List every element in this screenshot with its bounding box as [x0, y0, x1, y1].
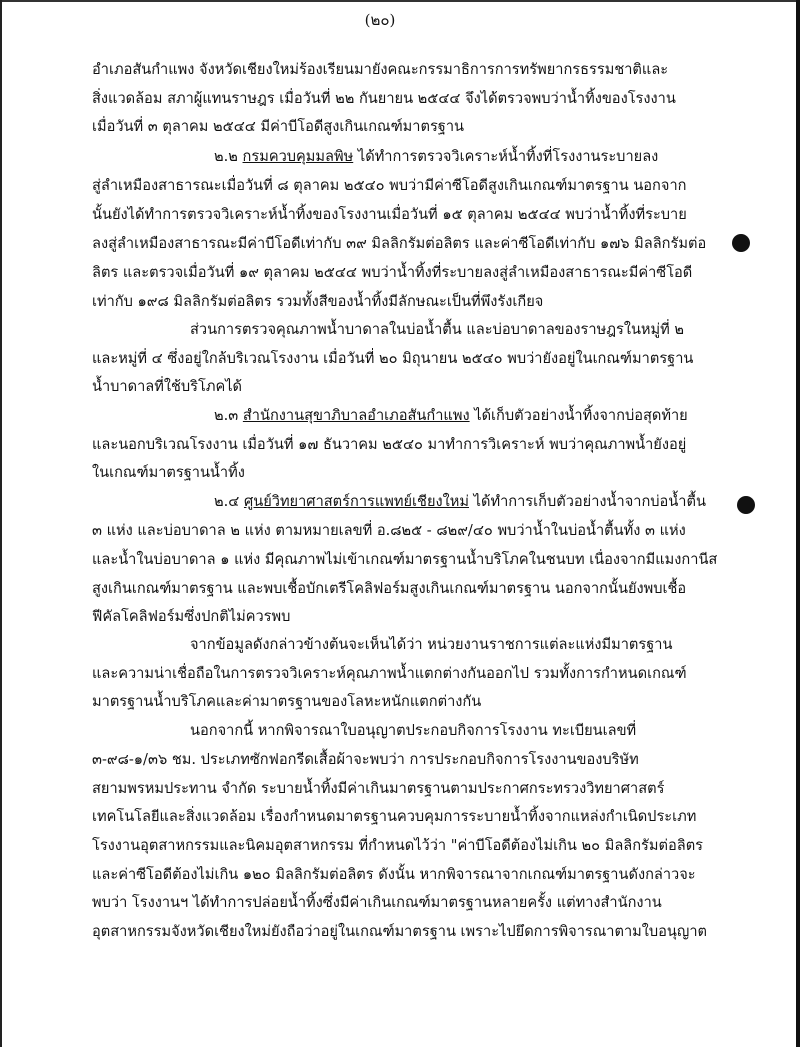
text-line	[190, 721, 636, 741]
text-line	[92, 176, 686, 196]
text-line	[190, 635, 672, 655]
line-text: ในเกณฑ์มาตรฐานน้ำทิ้ง	[92, 464, 245, 481]
text-line	[92, 922, 707, 942]
line-text: และค่าซีโอดีต้องไม่เกิน ๑๒๐ มิลลิกรัมต่อลิตร ดังนั้น หากพิจารณาจากเกณฑ์มาตรฐานดังกล่าวจะ	[92, 866, 696, 883]
line-text: เมื่อวันที่ ๓ ตุลาคม ๒๕๔๔ มีค่าบีโอดีสูงเกินเกณฑ์มาตรฐาน	[92, 118, 465, 135]
line-text: สู่ลำเหมืองสาธารณะเมื่อวันที่ ๘ ตุลาคม ๒๕๔๐ พบว่ามีค่าซีโอดีสูงเกินเกณฑ์มาตรฐาน นอกจาก	[92, 177, 687, 194]
text-line	[92, 692, 481, 712]
line-text: ได้เก็บตัวอย่างน้ำทิ้งจากบ่อสุดท้าย	[469, 407, 688, 424]
line-text: พบว่า โรงงานฯ ได้ทำการปล่อยน้ำทิ้งซึ่งมีค่าเกินเกณฑ์มาตรฐานหลายครั้ง แต่ทางสำนักงาน	[92, 894, 662, 911]
page-number: (๒๐)	[364, 11, 396, 29]
line-text: และหมู่ที่ ๔ ซึ่งอยู่ใกล้บริเวณโรงงาน เมื่อวันที่ ๒๐ มิถุนายน ๒๕๔๐ พบว่ายังอยู่ในเกณฑ์มาตรฐาน	[92, 350, 694, 367]
text-line	[214, 147, 658, 167]
line-text: ๓ แห่ง และบ่อบาดาล ๒ แห่ง ตามหมายเลขที่ อ.๘๒๕ - ๘๒๙/๔๐ พบว่าน้ำในบ่อน้ำตื้นทั้ง ๓ แห่ง	[92, 522, 686, 539]
line-text: มาตรฐานน้ำบริโภคและค่ามาตรฐานของโลหะหนักแตกต่างกัน	[92, 693, 482, 710]
scan-edge-top	[0, 0, 800, 2]
punch-hole-top	[732, 234, 750, 252]
text-line	[214, 492, 706, 512]
text-line	[92, 263, 692, 283]
text-line	[92, 579, 686, 599]
line-text: ได้ทำการเก็บตัวอย่างน้ำจากบ่อน้ำตื้น	[469, 493, 706, 510]
text-line	[92, 89, 676, 109]
line-text: และความน่าเชื่อถือในการตรวจวิเคราะห์คุณภาพน้ำแตกต่างกันออกไป รวมทั้งการกำหนดเกณฑ์	[92, 665, 687, 682]
line-text: ลิตร และตรวจเมื่อวันที่ ๑๙ ตุลาคม ๒๕๔๔ พบว่าน้ำทิ้งที่ระบายลงสู่ลำเหมืองสาธารณะมีค่าซีโอดี	[92, 264, 693, 281]
scan-edge-right	[796, 0, 800, 1047]
line-text: ลงสู่ลำเหมืองสาธารณะมีค่าบีโอดีเท่ากับ ๓๙ มิลลิกรัมต่อลิตร และค่าซีโอดีเท่ากับ ๑๗๖ มิลลิกรัมต่อ	[92, 235, 707, 252]
scan-edge-left	[0, 0, 2, 1047]
text-line	[92, 607, 290, 627]
line-text: อำเภอสันกำแพง จังหวัดเชียงใหม่ร้องเรียนมายังคณะกรรมาธิการการทรัพยากรธรรมชาติและ	[92, 61, 669, 78]
line-text: ๓-๙๘-๑/๓๖ ชม. ประเภทซักฟอกรีดเสื้อผ้าจะพบว่า การประกอบกิจการโรงงานของบริษัท	[92, 751, 639, 768]
text-line	[92, 60, 668, 80]
text-line	[214, 406, 688, 426]
line-text: ส่วนการตรวจคุณภาพน้ำบาดาลในบ่อน้ำตื้น และบ่อบาดาลของราษฎรในหมู่ที่ ๒	[190, 321, 685, 338]
line-text: และนอกบริเวณโรงงาน เมื่อวันที่ ๑๗ ธันวาคม ๒๕๔๐ มาทำการวิเคราะห์ พบว่าคุณภาพน้ำยังอยู่	[92, 436, 687, 453]
text-line	[92, 292, 543, 312]
line-text: อุตสาหกรรมจังหวัดเชียงใหม่ยังถือว่าอยู่ในเกณฑ์มาตรฐาน เพราะไปยึดการพิจารณาตามใบอนุญาต	[92, 923, 708, 940]
text-line	[92, 550, 718, 570]
line-text: สิ่งแวดล้อม สภาผู้แทนราษฎร เมื่อวันที่ ๒๒ กันยายน ๒๕๔๔ จึงได้ตรวจพบว่าน้ำทิ้งของโรงงาน	[92, 90, 676, 107]
text-line	[92, 117, 464, 137]
text-line	[92, 750, 639, 770]
agency-name: กรมควบคุมมลพิษ	[242, 148, 354, 165]
punch-hole-bottom	[737, 496, 755, 514]
line-text: ได้ทำการตรวจวิเคราะห์น้ำทิ้งที่โรงงานระบายลง	[353, 148, 659, 165]
line-text: เทคโนโลยีและสิ่งแวดล้อม เรื่องกำหนดมาตรฐานควบคุมการระบายน้ำทิ้งจากแหล่งกำเนิดประเภท	[92, 808, 697, 825]
agency-name: สำนักงานสุขาภิบาลอำเภอสันกำแพง	[242, 407, 470, 424]
section-number: ๒.๓	[214, 407, 243, 424]
text-line	[92, 836, 703, 856]
line-text: เท่ากับ ๑๙๘ มิลลิกรัมต่อลิตร รวมทั้งสีของน้ำทิ้งมีลักษณะเป็นที่พึงรังเกียจ	[92, 293, 544, 310]
text-line	[92, 779, 664, 799]
text-line	[92, 521, 686, 541]
line-text: นั้นยังได้ทำการตรวจวิเคราะห์น้ำทิ้งของโรงงานเมื่อวันที่ ๑๕ ตุลาคม ๒๕๔๔ พบว่าน้ำทิ้งที่ระบาย	[92, 206, 687, 223]
text-line	[92, 865, 696, 885]
text-line	[92, 234, 706, 254]
line-text: นอกจากนี้ หากพิจารณาใบอนุญาตประกอบกิจการโรงงาน ทะเบียนเลขที่	[190, 722, 637, 739]
text-line	[92, 463, 245, 483]
text-line	[92, 807, 696, 827]
text-line	[92, 377, 242, 397]
text-line	[92, 435, 686, 455]
text-line	[92, 893, 662, 913]
line-text: น้ำบาดาลที่ใช้บริโภคได้	[92, 378, 243, 395]
line-text: สูงเกินเกณฑ์มาตรฐาน และพบเชื้อบักเตรีโคลิฟอร์มสูงเกินเกณฑ์มาตรฐาน นอกจากนั้นยังพบเชื้อ	[92, 580, 687, 597]
line-text: โรงงานอุตสาหกรรมและนิคมอุตสาหกรรม ที่กำหนดไว้ว่า "ค่าบีโอดีต้องไม่เกิน ๒๐ มิลลิกรัมต่อลิตร	[92, 837, 704, 854]
line-text: จากข้อมูลดังกล่าวข้างต้นจะเห็นได้ว่า หน่วยงานราชการแต่ละแห่งมีมาตรฐาน	[190, 636, 673, 653]
line-text: ฟีคัลโคลิฟอร์มซึ่งปกติไม่ควรพบ	[92, 608, 291, 625]
line-text: และน้ำในบ่อบาดาล ๑ แห่ง มีคุณภาพไม่เข้าเกณฑ์มาตรฐานน้ำบริโภคในชนบท เนื่องจากมีแมงกานีส	[92, 551, 718, 568]
line-text: สยามพรหมประทาน จำกัด ระบายน้ำทิ้งมีค่าเกินมาตรฐานตามประกาศกระทรวงวิทยาศาสตร์	[92, 780, 665, 797]
section-number: ๒.๔	[214, 493, 244, 510]
agency-name: ศูนย์วิทยาศาสตร์การแพทย์เชียงใหม่	[243, 493, 469, 510]
text-line	[92, 664, 687, 684]
text-line	[190, 320, 684, 340]
section-number: ๒.๒	[214, 148, 243, 165]
text-line	[92, 349, 693, 369]
text-line	[92, 205, 687, 225]
